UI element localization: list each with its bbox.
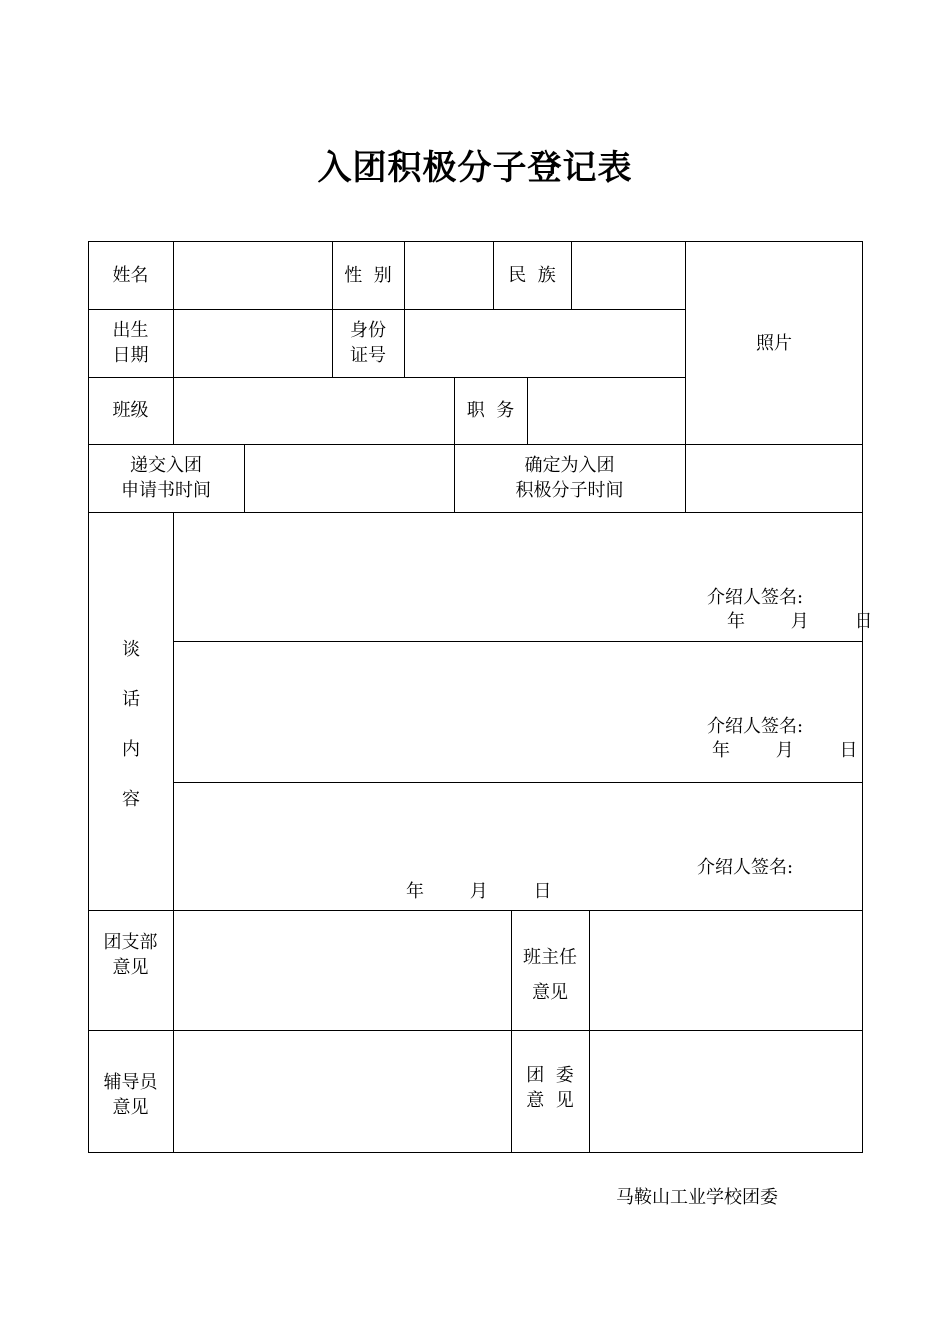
gender-field[interactable] [405, 242, 493, 309]
activist-date-label: 确定为入团 积极分子时间 [515, 455, 624, 501]
photo-box[interactable] [686, 242, 862, 444]
branch-opinion-field[interactable] [174, 911, 511, 1030]
signature-date-2: 年 月 日 [712, 740, 858, 761]
branch-opinion-label: 团支部 意见 [103, 932, 158, 978]
talk-label-char-2: 话 [122, 689, 140, 710]
signature-date-3: 年 月 日 [406, 881, 552, 902]
class-field[interactable] [174, 378, 454, 444]
birth-date-field[interactable] [174, 310, 332, 377]
border-bottom [88, 1152, 863, 1153]
activist-date-field[interactable] [686, 445, 862, 512]
birth-date-label: 出生 日期 [112, 320, 149, 366]
league-committee-opinion-field[interactable] [590, 1031, 862, 1152]
class-label: 班级 [112, 400, 149, 421]
application-date-field[interactable] [245, 445, 454, 512]
talk-label-char-4: 容 [122, 789, 140, 810]
photo-label: 照片 [756, 332, 792, 354]
ethnicity-label: 民 族 [508, 264, 556, 286]
position-label: 职 务 [466, 400, 515, 421]
counselor-opinion-label: 辅导员 意见 [103, 1072, 158, 1118]
border-right [862, 241, 863, 1153]
application-date-label: 递交入团 申请书时间 [121, 455, 211, 501]
head-teacher-opinion-label: 班主任 意见 [523, 947, 577, 1003]
ethnicity-field[interactable] [572, 242, 685, 309]
league-committee-opinion-label: 团 委 意 见 [526, 1065, 574, 1111]
introducer-signature-2: 介绍人签名: [707, 716, 804, 737]
talk-label-char-1: 谈 [122, 639, 140, 660]
position-field[interactable] [528, 378, 685, 444]
introducer-signature-1: 介绍人签名: [707, 587, 804, 608]
signature-date-1: 年 月 日 [727, 611, 873, 632]
talk-label-char-3: 内 [122, 739, 140, 760]
counselor-opinion-field[interactable] [174, 1031, 511, 1152]
introducer-signature-3: 介绍人签名: [697, 857, 794, 878]
id-number-field[interactable] [405, 310, 685, 377]
issuer-footer: 马鞍山工业学校团委 [616, 1187, 778, 1208]
head-teacher-opinion-field[interactable] [590, 911, 862, 1030]
gender-label: 性 别 [344, 264, 392, 286]
form-title: 入团积极分子登记表 [317, 148, 633, 188]
name-label: 姓名 [112, 264, 149, 286]
id-number-label: 身份 证号 [350, 320, 386, 366]
name-field[interactable] [174, 242, 332, 309]
